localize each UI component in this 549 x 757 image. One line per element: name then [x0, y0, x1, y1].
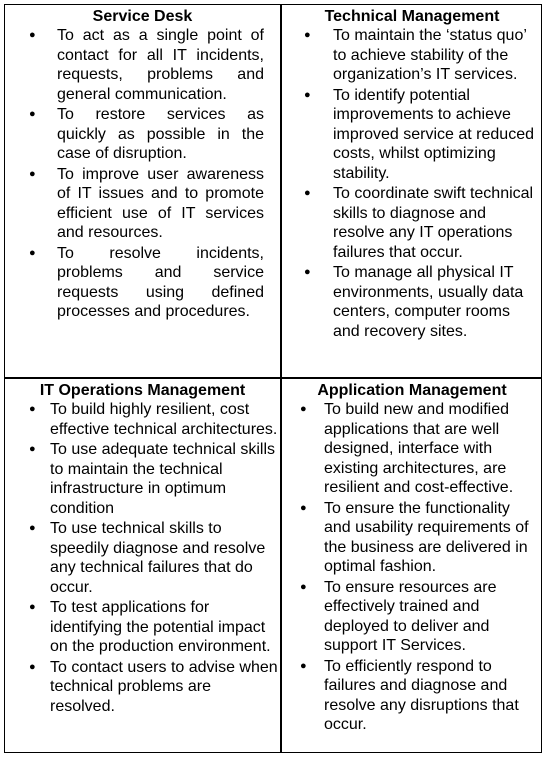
list-item-text: To resolve incidents, problems and service requests using defined processes and procedures.: [57, 244, 264, 320]
list-item: [5, 105, 280, 164]
cell-title: Application Management: [317, 382, 507, 399]
cell-title: IT Operations Management: [39, 382, 246, 399]
list-item-text: To build new and modified applications that are well designed, interface with existing architectures, are resilient and cost-effective.: [324, 401, 514, 496]
bullet-icon: ●: [29, 660, 36, 673]
bullet-icon: ●: [29, 601, 36, 613]
bullet-icon: ●: [300, 659, 307, 672]
cell-service-desk: [5, 5, 280, 377]
list-item: [5, 598, 280, 657]
list-item-text: To act as a single point of contact for all IT incidents, requests, problems and general communication.: [57, 27, 264, 103]
objective-list: [282, 400, 542, 735]
list-item: [282, 184, 542, 262]
bullet-icon: ●: [304, 29, 311, 41]
list-item: [282, 400, 542, 498]
list-item-text: To identify potential improvements to achieve improved service at reduced costs, whilst optimizing stability.: [333, 86, 534, 182]
list-item-text: To ensure resources are effectively trained and deployed to deliver and support IT Services.: [324, 578, 497, 654]
list-item: [282, 578, 542, 656]
cell-application-management: [282, 379, 542, 753]
list-item: [5, 440, 280, 518]
list-item-text: To improve user awareness of IT issues and to promote efficient use of IT services and resources.: [57, 165, 264, 241]
list-item-text: To coordinate swift technical skills to diagnose and resolve any IT operations failures that occur.: [333, 185, 534, 261]
list-item: [282, 499, 542, 577]
list-item-text: To use technical skills to speedily diagnose and resolve any technical failures that do occur.: [50, 520, 266, 596]
objective-list: [282, 26, 542, 341]
bullet-icon: ●: [304, 88, 311, 101]
list-item: [5, 519, 280, 597]
list-item-text: To maintain the ‘status quo’ to achieve stability of the organization’s IT services.: [333, 27, 527, 83]
bullet-icon: ●: [29, 108, 36, 120]
list-item-text: To test applications for identifying the potential impact on the production environment.: [50, 599, 271, 655]
list-item: [282, 26, 542, 85]
bullet-icon: ●: [304, 266, 311, 278]
list-item: [282, 657, 542, 735]
cell-technical-management: [282, 5, 542, 377]
bullet-icon: ●: [300, 580, 307, 593]
list-item-text: To build highly resilient, cost effective technical architectures.: [50, 401, 278, 438]
list-item: [5, 658, 280, 717]
list-item-text: To use adequate technical skills to maintain the technical infrastructure in optimum condition: [50, 441, 276, 517]
list-item-text: To contact users to advise when technical problems are resolved.: [50, 658, 278, 715]
bullet-icon: ●: [29, 246, 36, 259]
bullet-icon: ●: [29, 167, 36, 180]
bullet-icon: ●: [304, 187, 311, 199]
list-item: [5, 26, 280, 104]
cell-title: Service Desk: [92, 8, 193, 25]
objective-list: [5, 26, 280, 322]
bullet-icon: ●: [300, 403, 307, 415]
list-item-text: To manage all physical IT environments, usually data centers, computer rooms and recovery sites.: [333, 264, 524, 340]
bullet-icon: ●: [29, 443, 36, 455]
list-item: [5, 165, 280, 243]
list-item: [5, 400, 280, 439]
list-item-text: To efficiently respond to failures and diagnose and resolve any disruptions that occur.: [324, 657, 519, 733]
bullet-icon: ●: [29, 29, 36, 41]
list-item: [282, 263, 542, 341]
cell-it-operations-management: [5, 379, 280, 753]
list-item-text: To ensure the functionality and usability requirements of the business are delivered in optimal fashion.: [324, 499, 529, 575]
list-item: [282, 86, 542, 184]
objective-list: [5, 400, 280, 716]
list-item: [5, 244, 280, 322]
function-table: [4, 4, 542, 753]
bullet-icon: ●: [300, 501, 307, 514]
cell-title: Technical Management: [324, 8, 500, 25]
bullet-icon: ●: [29, 522, 36, 534]
bullet-icon: ●: [29, 403, 36, 415]
list-item-text: To restore services as quickly as possible in the case of disruption.: [57, 106, 264, 162]
